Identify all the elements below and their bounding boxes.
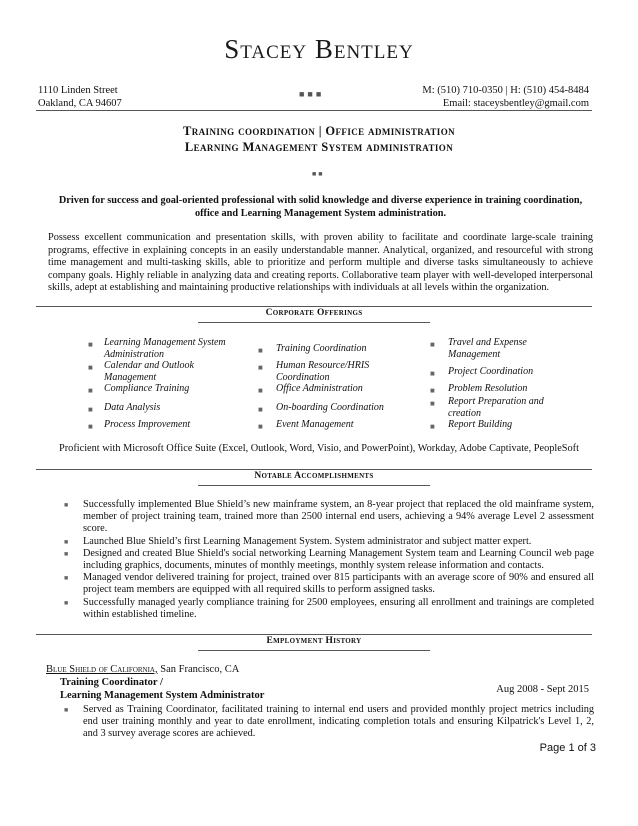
offerings-title: Corporate Offerings xyxy=(265,308,363,318)
header-rule xyxy=(36,110,592,111)
current-page: 1 xyxy=(568,742,575,754)
bullet-marker: ■ xyxy=(430,386,435,395)
offering-item: On-boarding Coordination xyxy=(276,402,384,413)
bullet-marker: ■ xyxy=(430,369,435,378)
tagline: Driven for success and goal-oriented professional with solid knowledge and diverse experience in training coordination, office and Learning Management System administration. xyxy=(58,195,583,219)
accomplishments-rule xyxy=(36,469,592,470)
offering-item: Learning Management System Administration xyxy=(104,337,226,360)
address-block xyxy=(38,84,122,110)
offering-item: Calendar and Outlook Management xyxy=(104,360,194,383)
page-of: of xyxy=(577,742,587,754)
offering-item: Compliance Training xyxy=(104,383,190,394)
bullet-marker: ■ xyxy=(258,346,263,355)
job-title-line-1: Training Coordinator / xyxy=(60,677,163,688)
address-line-1: 1110 Linden Street xyxy=(38,85,118,96)
bullet-marker: ■ xyxy=(88,386,93,395)
page-number xyxy=(540,742,596,754)
employer-location: San Francisco, CA xyxy=(157,664,240,675)
offering-item: Process Improvement xyxy=(104,419,191,430)
offerings-rule xyxy=(36,306,592,307)
bullet-marker: ■ xyxy=(430,340,435,349)
bullet-marker: ■ xyxy=(430,399,435,408)
header-divider-squares: ■■■ xyxy=(299,89,325,99)
address-line-2: Oakland, CA 94607 xyxy=(38,98,122,109)
accomplishment-item: ■ Managed vendor delivered training for project, trained over 815 participants with an average score of 90% and ensured all project team members are equipped with all required skills to perform assigned tasks. xyxy=(64,572,594,596)
offering-item: Event Management xyxy=(276,419,354,430)
email-address: Email: staceysbentley@gmail.com xyxy=(442,98,589,109)
job-duties-list xyxy=(64,704,594,741)
employment-dates: Aug 2008 - Sept 2015 xyxy=(496,684,589,695)
offering-item: Training Coordination xyxy=(276,343,367,354)
employer-line xyxy=(46,664,239,675)
total-pages: 3 xyxy=(589,742,596,754)
bullet-marker: ■ xyxy=(88,422,93,431)
accomplishment-item: ■ Launched Blue Shield’s first Learning Management System. System administrator and subject matter expert. xyxy=(64,536,594,548)
contact-block xyxy=(422,84,589,110)
accomplishments-title-underline xyxy=(198,485,430,486)
software-proficiency: Proficient with Microsoft Office Suite (Excel, Outlook, Word, Visio, and PowerPoint), Workday, Adobe Captivate, PeopleSoft xyxy=(59,443,579,454)
bullet-marker: ■ xyxy=(88,405,93,414)
bullet-marker: ■ xyxy=(88,340,93,349)
offering-item: Problem Resolution xyxy=(448,383,528,394)
phone-numbers: M: (510) 710-0350 | H: (510) 454-8484 xyxy=(422,85,589,96)
professional-summary: Possess excellent communication and presentation skills, with proven ability to facilitate and coordinate large-scale training programs, effective in explaining concepts in an easily understandable manner. Analytical, organized, and resourceful with strong time management and multi-tasking skills, able to prioritize and perform multiple and diverse tasks simultaneously to achieve company goals. Highly reliable in analyzing data and creating reports. Collaborative team player with well-developed interpersonal skills, adept at establishing and maintaining productive relationships with individuals at all levels within the organization. xyxy=(48,232,593,294)
offering-item: Office Administration xyxy=(276,383,363,394)
bullet-marker: ■ xyxy=(258,386,263,395)
candidate-name: Stacey Bentley xyxy=(224,34,414,64)
offering-item: Travel and Expense Management xyxy=(448,337,527,360)
job-duty-item: ■ Served as Training Coordinator, facilitated training to internal end users and provided monthly project metrics including end user training monthly and year to date enrollment, indicating completion totals and ensuring Kilpatrick's Level 1, 2, and 3 survey average scores are achieved. xyxy=(64,704,594,741)
offering-item: Report Building xyxy=(448,419,513,430)
accomplishment-item: ■ Successfully implemented Blue Shield’s new mainframe system, an 8-year project that replaced the old mainframe system, member of project training team, trained more than 2500 internal end users, achieving a 94% average Level 2 assessment score. xyxy=(64,499,594,536)
bullet-marker: ■ xyxy=(258,422,263,431)
employer-name: Blue Shield of California, xyxy=(46,664,158,675)
accomplishment-item: ■ Successfully managed yearly compliance training for 2500 employees, ensuring all enrollment and trainings are completed within established timeline. xyxy=(64,597,594,621)
employment-title-underline xyxy=(198,650,430,651)
employment-title: Employment History xyxy=(266,636,362,646)
offering-item: Report Preparation and creation xyxy=(448,396,544,419)
accomplishments-title: Notable Accomplishments xyxy=(254,471,374,481)
offering-item: Project Coordination xyxy=(448,366,534,377)
headline-divider-squares: ■■ xyxy=(312,170,325,178)
bullet-marker: ■ xyxy=(430,422,435,431)
offering-item: Human Resource/HRIS Coordination xyxy=(276,360,370,383)
headline-line-2: Learning Management System administration xyxy=(184,140,454,154)
bullet-marker: ■ xyxy=(258,405,263,414)
bullet-marker: ■ xyxy=(88,363,93,372)
page-label: Page xyxy=(539,742,566,754)
bullet-marker: ■ xyxy=(258,363,263,372)
accomplishment-item: ■ Designed and created Blue Shield's social networking Learning Management System team and Learning Council web page including graphics, documents, minutes of monthly meetings, monthly system release information and contacts. xyxy=(64,548,594,572)
accomplishments-list xyxy=(64,499,594,621)
offering-item: Data Analysis xyxy=(104,402,161,413)
employment-rule xyxy=(36,634,592,635)
headline-line-1: Training coordination | Office administration xyxy=(183,124,455,138)
offerings-title-underline xyxy=(198,322,430,323)
job-title-line-2: Learning Management System Administrator xyxy=(60,690,265,701)
